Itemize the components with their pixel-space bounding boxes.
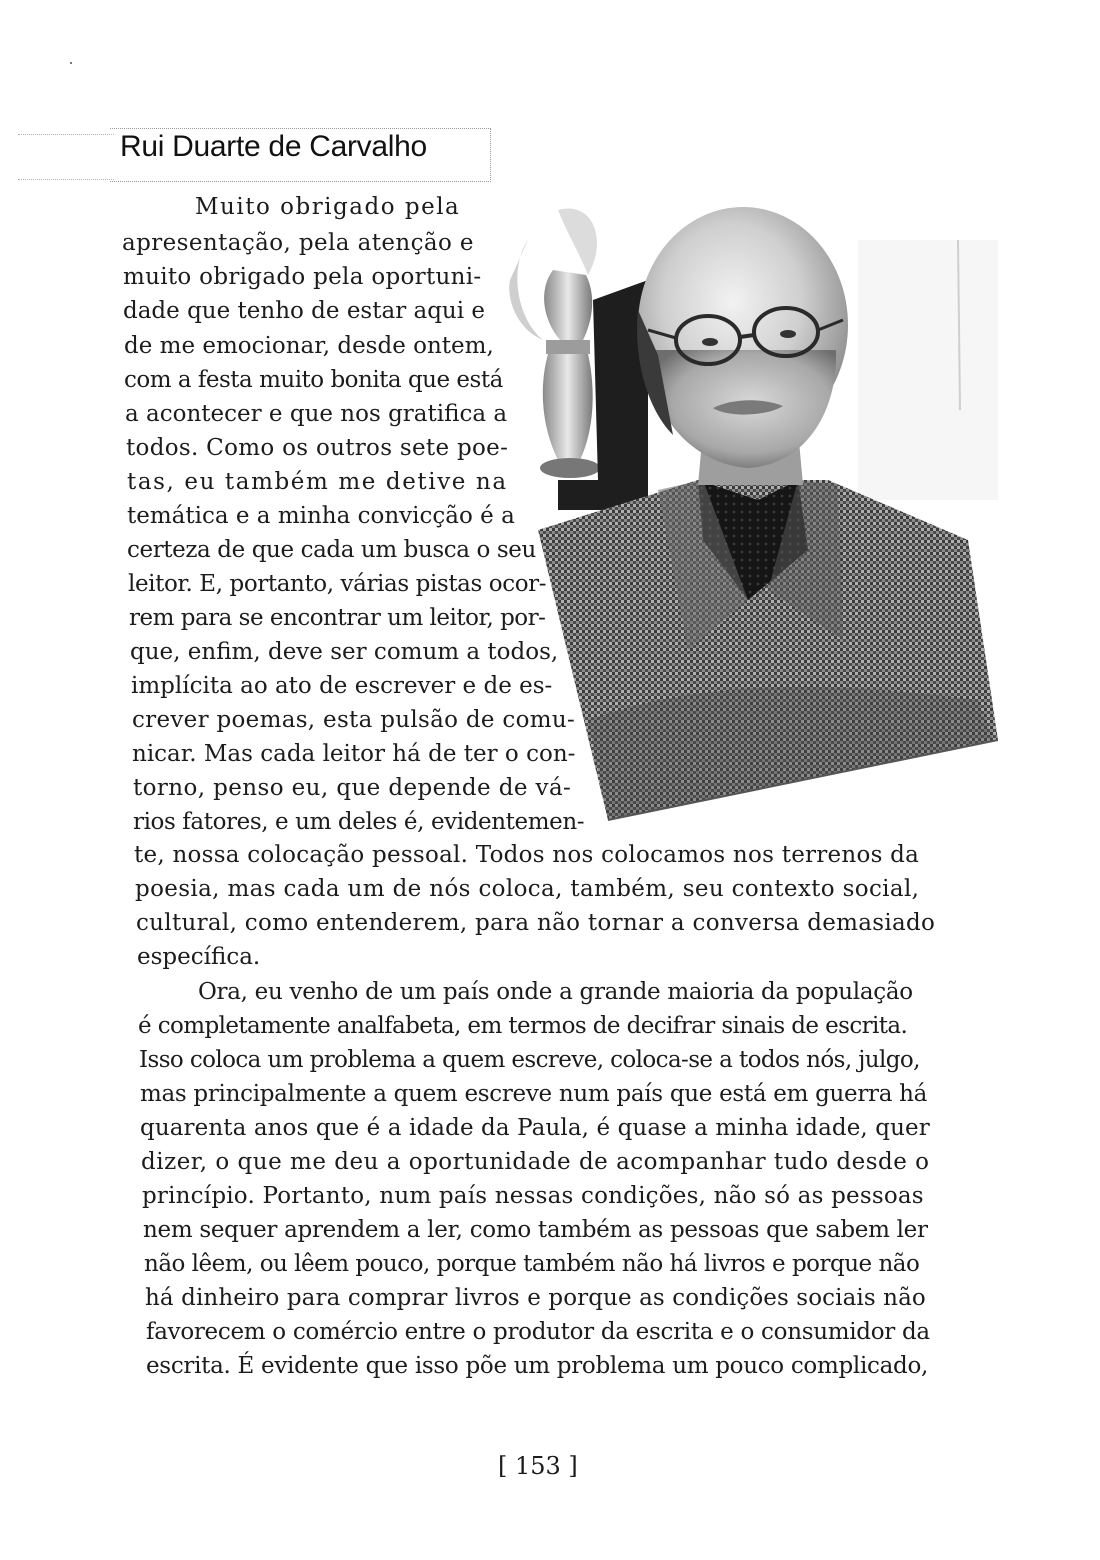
body-line: tas, eu também me detive na xyxy=(127,469,508,495)
body-line: Isso coloca um problema a quem escreve, coloca-se a todos nós, julgo, xyxy=(139,1047,920,1073)
body-line: apresentação, pela atenção e xyxy=(122,230,474,256)
body-line: rios fatores, e um deles é, evidentemen- xyxy=(133,809,585,835)
body-line: implícita ao ato de escrever e de es- xyxy=(131,673,553,699)
body-line: há dinheiro para comprar livros e porque as condições sociais não xyxy=(145,1285,926,1311)
body-line: é completamente analfabeta, em termos de decifrar sinais de escrita. xyxy=(138,1013,908,1039)
body-line: princípio. Portanto, num país nessas condições, não só as pessoas xyxy=(142,1183,924,1209)
body-line: favorecem o comércio entre o produtor da escrita e o consumidor da xyxy=(146,1319,930,1345)
body-line: quarenta anos que é a idade da Paula, é quase a minha idade, quer xyxy=(140,1115,930,1141)
body-line: a acontecer e que nos gratifica a xyxy=(125,401,508,427)
body-line: que, enfim, deve ser comum a todos, xyxy=(130,639,559,665)
body-line: certeza de que cada um busca o seu xyxy=(127,537,536,563)
body-line: muito obrigado pela oportuni- xyxy=(123,264,482,290)
body-line: nem sequer aprendem a ler, como também as pessoas que sabem ler xyxy=(143,1217,928,1243)
body-line: te, nossa colocação pessoal. Todos nos colocamos nos terrenos da xyxy=(134,842,920,868)
body-line: Muito obrigado pela xyxy=(195,194,461,220)
body-line: com a festa muito bonita que está xyxy=(124,367,503,393)
body-line: dade que tenho de estar aqui e xyxy=(123,298,486,324)
body-line: torno, penso eu, que depende de vá- xyxy=(133,775,572,801)
body-line: rem para se encontrar um leitor, por- xyxy=(129,605,546,631)
page-number: [ 153 ] xyxy=(498,1452,578,1480)
section-heading: Rui Duarte de Carvalho xyxy=(120,130,427,163)
body-line: todos. Como os outros sete poe- xyxy=(126,435,509,461)
body-line: leitor. E, portanto, várias pistas ocor- xyxy=(128,571,547,597)
body-line: crever poemas, esta pulsão de comu- xyxy=(132,707,576,733)
body-line: dizer, o que me deu a oportunidade de acompanhar tudo desde o xyxy=(141,1149,930,1175)
body-line: específica. xyxy=(137,944,261,970)
body-line: de me emocionar, desde ontem, xyxy=(124,333,494,359)
body-line: não lêem, ou lêem pouco, porque também não há livros e porque não xyxy=(144,1251,920,1277)
body-line: escrita. É evidente que isso põe um problema um pouco complicado, xyxy=(146,1353,928,1379)
body-line: temática e a minha convicção é a xyxy=(127,503,515,529)
body-line: nicar. Mas cada leitor há de ter o con- xyxy=(132,741,576,767)
body-line: cultural, como entenderem, para não tornar a conversa demasiado xyxy=(136,910,936,936)
body-line: mas principalmente a quem escreve num país que está em guerra há xyxy=(140,1081,928,1107)
body-line: poesia, mas cada um de nós coloca, também, seu contexto social, xyxy=(135,876,920,902)
body-line: Ora, eu venho de um país onde a grande maioria da população xyxy=(198,979,913,1005)
